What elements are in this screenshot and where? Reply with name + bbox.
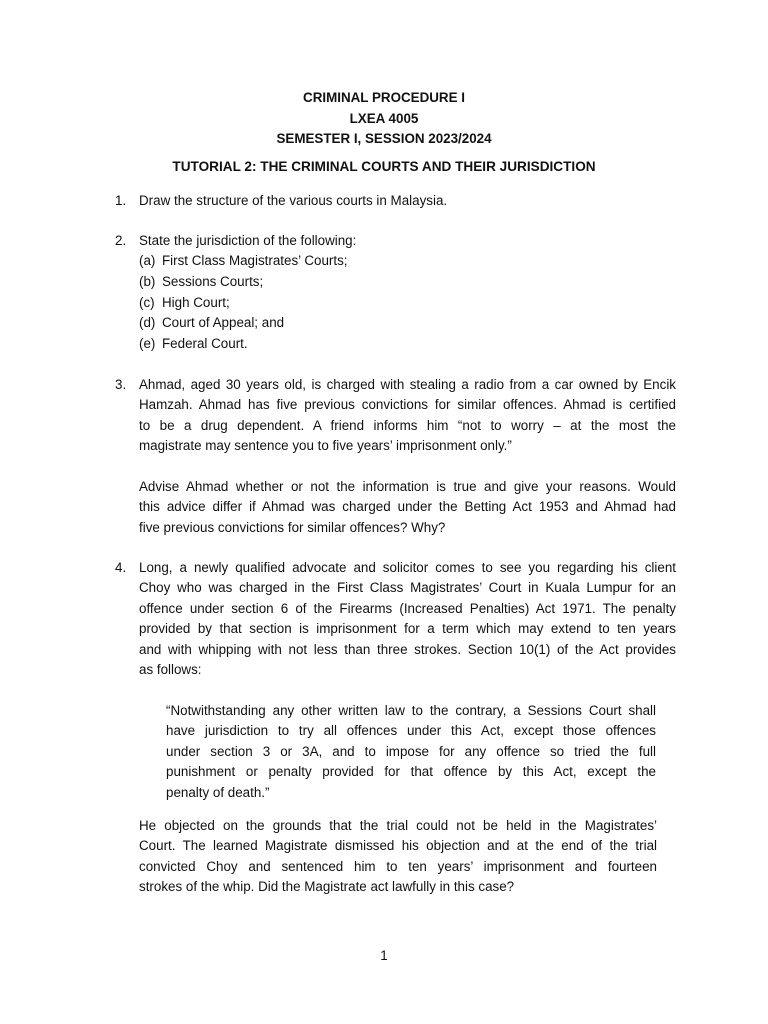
quote-line: “Notwithstanding any other written law to the contrary, a Sessions Court shall bbox=[166, 703, 656, 718]
list-item-text: First Class Magistrates’ Courts; bbox=[162, 253, 348, 269]
paragraph-line: provided by that section is imprisonment for a term which may extend to ten years bbox=[139, 621, 676, 637]
paragraph-line: He objected on the grounds that the trial could not be held in the Magistrates’ bbox=[139, 818, 657, 833]
paragraph-line: Advise Ahmad whether or not the information is true and give your reasons. Would bbox=[139, 478, 676, 494]
question-number: 4. bbox=[115, 560, 127, 575]
quote-line: have jurisdiction to try all offences under this Act, except those offences bbox=[166, 723, 656, 739]
paragraph-line: magistrate may sentence you to five years’ imprisonment only.” bbox=[139, 438, 512, 454]
semester-session: SEMESTER I, SESSION 2023/2024 bbox=[276, 131, 492, 146]
question-number: 3. bbox=[115, 377, 127, 392]
page-number: 1 bbox=[380, 948, 388, 963]
question-number: 1. bbox=[115, 193, 127, 208]
list-item bbox=[139, 272, 676, 293]
quote-line: penalty of death.” bbox=[166, 784, 270, 800]
paragraph-line: five previous convictions for similar offences? Why? bbox=[139, 519, 446, 535]
list-item-text: Federal Court. bbox=[162, 335, 248, 351]
paragraph-line: Ahmad, aged 30 years old, is charged with stealing a radio from a car owned by Encik bbox=[139, 377, 676, 392]
list-item-label: (a) bbox=[139, 253, 156, 269]
list-item bbox=[139, 313, 676, 334]
quote-line: punishment or penalty provided for that offence by this Act, except the bbox=[166, 764, 656, 780]
list-item-text: High Court; bbox=[162, 294, 230, 310]
paragraph-line: Choy who was charged in the First Class Magistrates’ Court in Kuala Lumpur for an bbox=[139, 580, 676, 596]
list-item-label: (b) bbox=[139, 273, 156, 289]
paragraph-line: offence under section 6 of the Firearms (Increased Penalties) Act 1971. The penalty bbox=[139, 600, 676, 616]
question-intro: State the jurisdiction of the following: bbox=[139, 233, 357, 248]
list-item bbox=[139, 334, 676, 355]
quote-line: under section 3 or 3A, and to impose for any offence so tried the full bbox=[166, 743, 656, 759]
course-code: LXEA 4005 bbox=[349, 110, 419, 126]
paragraph-line: as follows: bbox=[139, 661, 202, 677]
paragraph-line: convicted Choy and sentenced him to ten years’ imprisonment and fourteen bbox=[139, 858, 657, 874]
document-header bbox=[0, 88, 768, 150]
paragraph-line: Long, a newly qualified advocate and solicitor comes to see you regarding his client bbox=[139, 560, 676, 575]
question-number: 2. bbox=[115, 233, 127, 248]
course-title: CRIMINAL PROCEDURE I bbox=[303, 90, 465, 105]
list-item-label: (d) bbox=[139, 315, 156, 331]
tutorial-title: TUTORIAL 2: THE CRIMINAL COURTS AND THEIR JURISDICTION bbox=[172, 159, 596, 174]
statute-quote bbox=[166, 701, 656, 803]
paragraph-line: Hamzah. Ahmad has five previous convictions for similar offences. Ahmad is certified bbox=[139, 397, 676, 413]
list-item-text: Sessions Courts; bbox=[162, 273, 264, 289]
list-item-label: (c) bbox=[139, 294, 155, 310]
paragraph-line: and with whipping with not less than three strokes. Section 10(1) of the Act provides bbox=[139, 641, 676, 657]
list-item bbox=[139, 293, 676, 314]
paragraph-line: Court. The learned Magistrate dismissed his objection and at the end of the trial bbox=[139, 838, 657, 854]
question-text: Draw the structure of the various courts in Malaysia. bbox=[139, 193, 448, 208]
paragraph-line: this advice differ if Ahmad was charged under the Betting Act 1953 and Ahmad had bbox=[139, 499, 676, 515]
list-item-label: (e) bbox=[139, 335, 156, 351]
paragraph-line: to be a drug dependent. A friend informs him “not to worry – at the most the bbox=[139, 417, 676, 433]
list-item bbox=[139, 251, 676, 272]
list-item-text: Court of Appeal; and bbox=[162, 315, 285, 331]
paragraph-line: strokes of the whip. Did the Magistrate act lawfully in this case? bbox=[139, 879, 515, 895]
